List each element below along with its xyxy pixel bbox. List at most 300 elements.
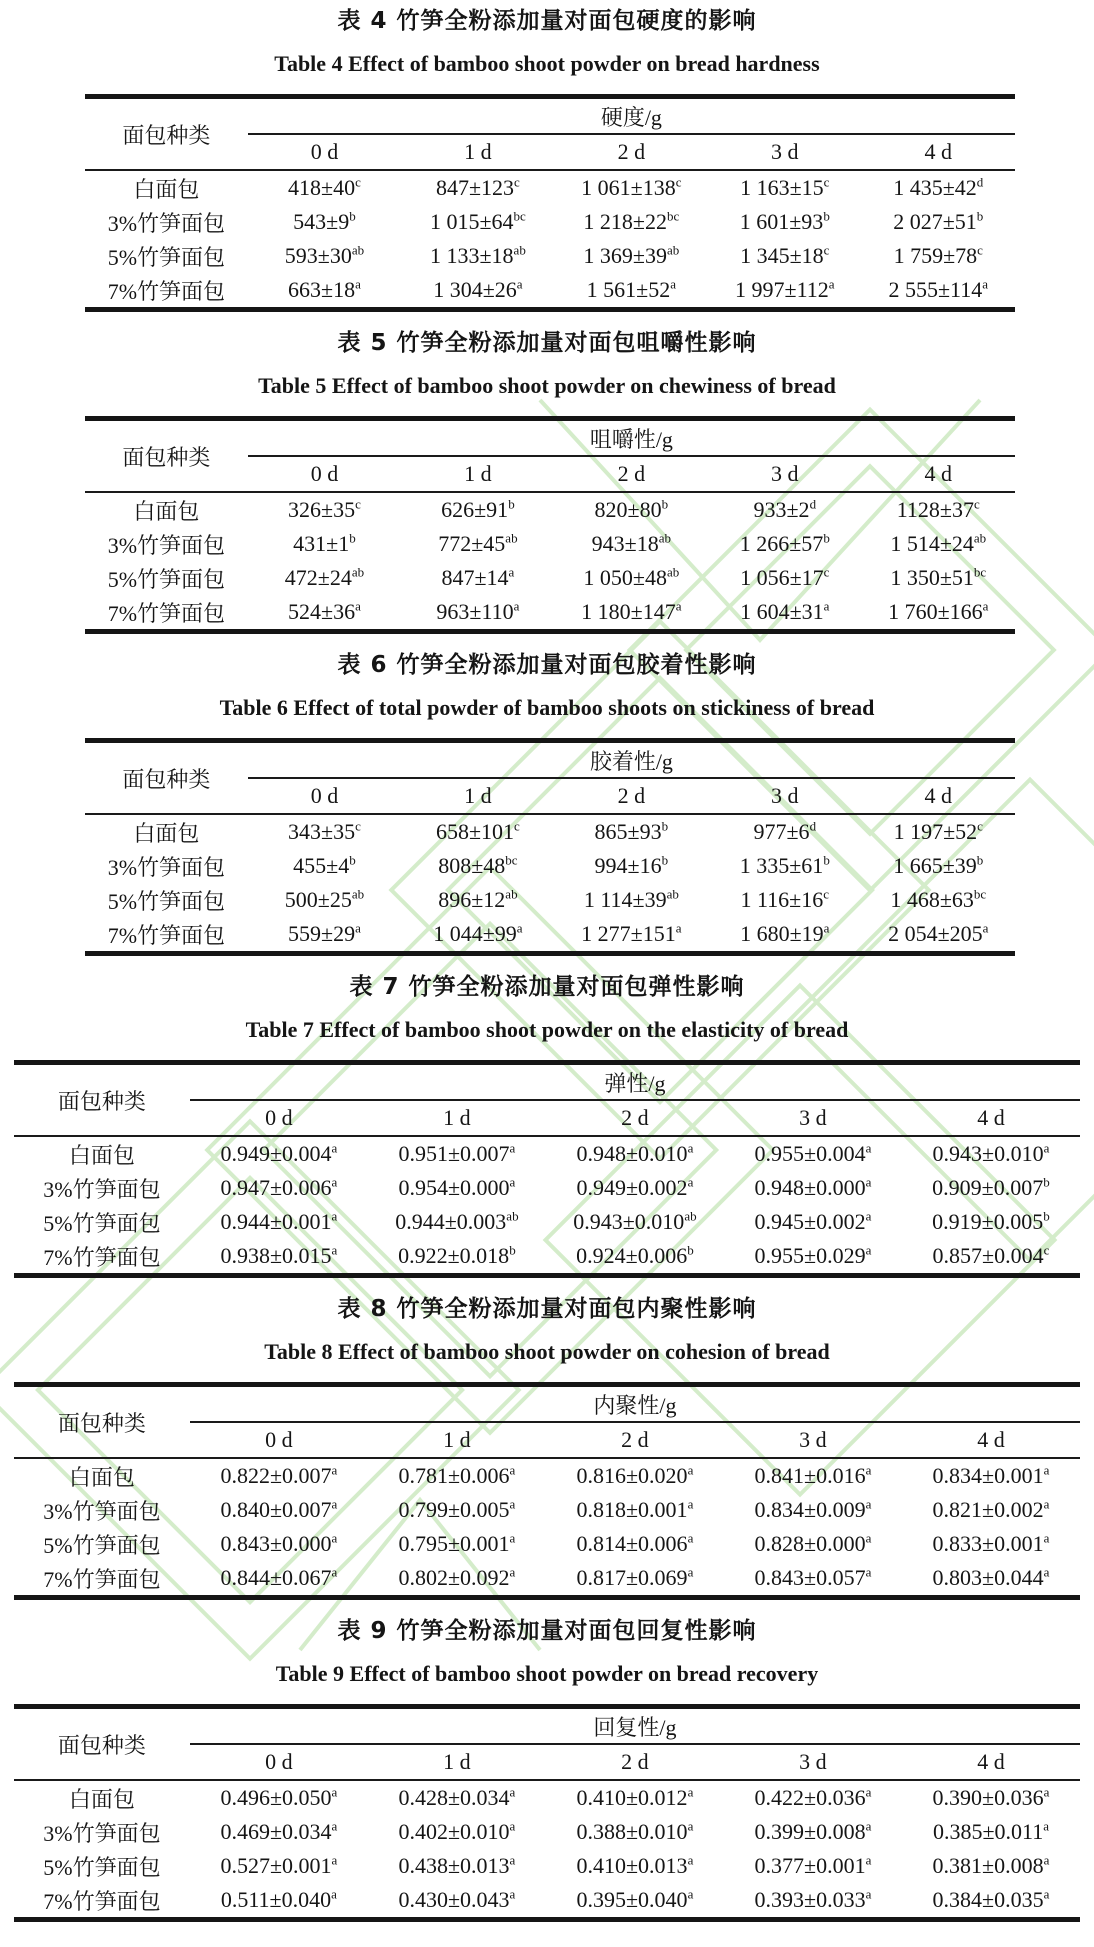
- significance-letter: a: [865, 1174, 872, 1190]
- value-cell: [546, 1493, 724, 1527]
- bread-type-header: 面包种类: [14, 1707, 190, 1781]
- value-cell: [862, 561, 1016, 595]
- significance-letter: a: [865, 1496, 872, 1512]
- significance-letter: ab: [666, 564, 680, 580]
- significance-letter: d: [809, 818, 817, 834]
- value-text: 0.511±0.040: [220, 1887, 332, 1912]
- value-cell: [546, 1527, 724, 1561]
- value-text: 0.955±0.029: [754, 1243, 866, 1268]
- table-row: [85, 883, 1015, 917]
- table-row: [85, 239, 1015, 273]
- value-text: 865±93: [594, 819, 662, 844]
- value-cell: [248, 273, 401, 310]
- table-9: [14, 1704, 1080, 1922]
- value-cell: [708, 527, 861, 561]
- significance-letter: a: [687, 1564, 694, 1580]
- measure-header: 弹性/g: [190, 1063, 1080, 1101]
- significance-letter: a: [331, 1140, 338, 1156]
- significance-letter: a: [865, 1140, 872, 1156]
- value-cell: [401, 205, 554, 239]
- significance-letter: a: [687, 1852, 694, 1868]
- value-cell: [902, 1815, 1080, 1849]
- value-cell: [862, 170, 1016, 205]
- significance-letter: a: [823, 598, 830, 614]
- value-text: 524±36: [288, 599, 356, 624]
- significance-letter: a: [687, 1784, 694, 1800]
- value-cell: [724, 1458, 902, 1493]
- significance-letter: a: [865, 1886, 872, 1902]
- value-text: 1 114±39: [583, 887, 667, 912]
- value-cell: [555, 527, 708, 561]
- significance-letter: b: [1043, 1208, 1050, 1224]
- table-row: [14, 1883, 1080, 1920]
- significance-letter: ab: [513, 242, 526, 258]
- value-text: 593±30: [284, 243, 352, 268]
- significance-letter: c: [355, 496, 361, 512]
- value-text: 0.428±0.034: [398, 1785, 510, 1810]
- significance-letter: a: [865, 1852, 872, 1868]
- value-cell: [546, 1780, 724, 1815]
- table-4: [85, 94, 1015, 312]
- value-text: 0.943±0.010: [573, 1209, 685, 1234]
- significance-letter: a: [509, 1462, 516, 1478]
- table-row: [85, 205, 1015, 239]
- significance-letter: a: [509, 1886, 516, 1902]
- value-text: 1 116±16: [740, 887, 824, 912]
- table-row: [85, 561, 1015, 595]
- value-cell: [190, 1239, 368, 1276]
- significance-letter: c: [355, 174, 361, 190]
- value-cell: [190, 1883, 368, 1920]
- header-row-measure: [85, 97, 1015, 135]
- bread-type-header: 面包种类: [85, 419, 248, 493]
- value-cell: [248, 595, 401, 632]
- table-4-title-en: Table 4 Effect of bamboo shoot powder on bread hardness: [274, 51, 820, 76]
- significance-letter: b: [823, 208, 830, 224]
- day-header: 3 d: [708, 456, 861, 492]
- value-cell: [555, 273, 708, 310]
- bread-type-label: 白面包: [68, 1142, 135, 1168]
- significance-letter: b: [661, 496, 669, 512]
- table-9-title-zh: 表 9 竹笋全粉添加量对面包回复性影响: [337, 1618, 757, 1644]
- significance-letter: c: [823, 564, 830, 580]
- table-4-title-zh: 表 4 竹笋全粉添加量对面包硬度的影响: [337, 8, 757, 34]
- value-text: 663±18: [288, 277, 356, 302]
- table-row: [14, 1239, 1080, 1276]
- day-header: 4 d: [862, 456, 1016, 492]
- bread-type-label: 5%竹笋面包: [107, 566, 226, 592]
- significance-letter: c: [823, 242, 830, 258]
- value-cell: [401, 883, 554, 917]
- table-row: [14, 1171, 1080, 1205]
- measure-header: 咀嚼性/g: [248, 419, 1015, 457]
- day-header: 4 d: [862, 778, 1016, 814]
- table-row: [14, 1136, 1080, 1171]
- table-block-6: [0, 650, 1094, 956]
- value-cell: [368, 1780, 546, 1815]
- value-text: 0.945±0.002: [754, 1209, 866, 1234]
- table-row: [85, 917, 1015, 954]
- table-7-title-zh: 表 7 竹笋全粉添加量对面包弹性影响: [349, 974, 745, 1000]
- value-cell: [724, 1561, 902, 1598]
- value-cell: [708, 170, 861, 205]
- value-cell: [724, 1205, 902, 1239]
- day-header: 4 d: [902, 1744, 1080, 1780]
- significance-letter: bc: [513, 208, 526, 224]
- value-text: 0.834±0.001: [932, 1463, 1044, 1488]
- value-cell: [248, 849, 401, 883]
- value-text: 0.944±0.001: [220, 1209, 332, 1234]
- value-text: 0.799±0.005: [398, 1497, 510, 1522]
- table-5-title-zh: 表 5 竹笋全粉添加量对面包咀嚼性影响: [337, 330, 757, 356]
- value-cell: [555, 849, 708, 883]
- value-text: 2 555±114: [888, 277, 983, 302]
- value-text: 0.843±0.057: [754, 1565, 866, 1590]
- significance-letter: a: [1043, 1496, 1050, 1512]
- value-text: 0.949±0.002: [576, 1175, 688, 1200]
- significance-letter: a: [509, 1818, 516, 1834]
- value-text: 559±29: [288, 921, 356, 946]
- significance-letter: a: [865, 1242, 872, 1258]
- value-cell: [190, 1527, 368, 1561]
- value-cell: [862, 849, 1016, 883]
- bread-type-label: 7%竹笋面包: [107, 600, 226, 626]
- significance-letter: ab: [666, 242, 680, 258]
- day-header: 1 d: [368, 1422, 546, 1458]
- significance-letter: a: [982, 598, 989, 614]
- value-text: 0.833±0.001: [932, 1531, 1044, 1556]
- significance-letter: a: [508, 564, 515, 580]
- value-cell: [368, 1205, 546, 1239]
- significance-letter: a: [331, 1818, 338, 1834]
- day-header: 0 d: [248, 778, 401, 814]
- value-text: 896±12: [438, 887, 506, 912]
- value-text: 0.802±0.092: [398, 1565, 510, 1590]
- day-header: 3 d: [724, 1744, 902, 1780]
- value-text: 1 050±48: [583, 565, 667, 590]
- significance-letter: b: [509, 1242, 516, 1258]
- significance-letter: ab: [973, 530, 987, 546]
- value-cell: [862, 239, 1016, 273]
- value-text: 0.384±0.035: [932, 1887, 1044, 1912]
- day-header: 1 d: [401, 778, 554, 814]
- value-text: 326±35: [288, 497, 356, 522]
- bread-type-label: 5%竹笋面包: [43, 1854, 161, 1880]
- value-text: 0.438±0.013: [398, 1853, 510, 1878]
- significance-letter: a: [509, 1496, 516, 1512]
- value-cell: [902, 1883, 1080, 1920]
- header-row-measure: [85, 741, 1015, 779]
- value-cell: [368, 1815, 546, 1849]
- table-7-title-en: Table 7 Effect of bamboo shoot powder on the elasticity of bread: [245, 1017, 849, 1042]
- significance-letter: d: [976, 174, 984, 190]
- value-cell: [862, 595, 1016, 632]
- value-cell: [708, 492, 861, 527]
- significance-letter: ab: [351, 886, 365, 902]
- value-cell: [368, 1561, 546, 1598]
- significance-letter: a: [331, 1174, 338, 1190]
- significance-letter: bc: [505, 852, 518, 868]
- value-text: 1 015±64: [429, 209, 514, 234]
- value-text: 1 304±26: [433, 277, 517, 302]
- significance-letter: a: [823, 920, 830, 936]
- value-cell: [555, 883, 708, 917]
- day-header: 2 d: [546, 1100, 724, 1136]
- table-block-4: [0, 6, 1094, 312]
- value-text: 1 561±52: [586, 277, 671, 302]
- value-cell: [401, 561, 554, 595]
- value-text: 455±4: [293, 853, 350, 878]
- bread-type-label: 5%竹笋面包: [107, 244, 226, 270]
- significance-letter: a: [1043, 1462, 1050, 1478]
- value-text: 0.410±0.013: [576, 1853, 688, 1878]
- significance-letter: a: [865, 1530, 872, 1546]
- significance-letter: ab: [505, 886, 518, 902]
- value-cell: [902, 1493, 1080, 1527]
- value-cell: [368, 1171, 546, 1205]
- value-text: 472±24: [284, 565, 352, 590]
- day-header: 0 d: [190, 1744, 368, 1780]
- bread-type-label: 3%竹笋面包: [107, 854, 226, 880]
- day-header: 3 d: [708, 778, 861, 814]
- significance-letter: ab: [666, 886, 679, 902]
- value-text: 1 604±31: [740, 599, 824, 624]
- value-text: 0.841±0.016: [754, 1463, 866, 1488]
- bread-type-label: 3%竹笋面包: [43, 1176, 161, 1202]
- significance-letter: ab: [684, 1208, 697, 1224]
- value-text: 0.496±0.050: [220, 1785, 332, 1810]
- value-text: 1 435±42: [893, 175, 977, 200]
- significance-letter: a: [865, 1818, 872, 1834]
- value-text: 0.390±0.036: [932, 1785, 1044, 1810]
- bread-type-label: 5%竹笋面包: [107, 888, 226, 914]
- significance-letter: c: [823, 174, 830, 190]
- day-header: 3 d: [724, 1100, 902, 1136]
- value-text: 0.381±0.008: [932, 1853, 1044, 1878]
- day-header: 4 d: [862, 134, 1016, 170]
- value-cell: [902, 1205, 1080, 1239]
- value-text: 1 335±61: [739, 853, 824, 878]
- significance-letter: a: [331, 1462, 338, 1478]
- value-text: 0.943±0.010: [932, 1141, 1044, 1166]
- bread-type-label: 白面包: [133, 820, 200, 846]
- measure-header: 硬度/g: [248, 97, 1015, 135]
- value-cell: [368, 1458, 546, 1493]
- table-6-title-en: Table 6 Effect of total powder of bamboo shoots on stickiness of bread: [219, 695, 875, 720]
- significance-letter: c: [977, 242, 983, 258]
- value-cell: [862, 205, 1016, 239]
- value-cell: [190, 1849, 368, 1883]
- significance-letter: a: [509, 1140, 516, 1156]
- value-text: 0.817±0.069: [576, 1565, 688, 1590]
- value-text: 343±35: [288, 819, 356, 844]
- value-cell: [708, 883, 861, 917]
- significance-letter: c: [973, 496, 980, 512]
- value-cell: [555, 917, 708, 954]
- value-text: 0.395±0.040: [576, 1887, 688, 1912]
- significance-letter: a: [865, 1208, 872, 1224]
- value-cell: [248, 492, 401, 527]
- measure-header: 内聚性/g: [190, 1385, 1080, 1423]
- table-row: [14, 1815, 1080, 1849]
- value-cell: [708, 595, 861, 632]
- significance-letter: a: [509, 1852, 516, 1868]
- value-cell: [902, 1136, 1080, 1171]
- significance-letter: a: [687, 1496, 694, 1512]
- value-text: 847±123: [435, 175, 515, 200]
- table-6: [85, 738, 1015, 956]
- significance-letter: c: [514, 174, 520, 190]
- bread-type-label: 白面包: [133, 498, 200, 524]
- significance-letter: a: [1043, 1530, 1050, 1546]
- table-row: [85, 492, 1015, 527]
- value-text: 808±48: [438, 853, 506, 878]
- value-text: 1 056±17: [740, 565, 824, 590]
- value-text: 0.385±0.011: [932, 1819, 1044, 1844]
- table-block-5: [0, 328, 1094, 634]
- value-text: 0.922±0.018: [398, 1243, 510, 1268]
- value-cell: [902, 1849, 1080, 1883]
- value-text: 0.944±0.003: [395, 1209, 507, 1234]
- significance-letter: a: [1043, 1852, 1050, 1868]
- value-text: 0.857±0.004: [932, 1243, 1044, 1268]
- value-cell: [190, 1171, 368, 1205]
- value-text: 0.393±0.033: [754, 1887, 866, 1912]
- significance-letter: b: [508, 496, 515, 512]
- significance-letter: b: [661, 852, 669, 868]
- bread-type-label: 7%竹笋面包: [43, 1244, 161, 1270]
- bread-type-label: 5%竹笋面包: [43, 1210, 161, 1236]
- value-cell: [401, 170, 554, 205]
- value-text: 0.947±0.006: [220, 1175, 332, 1200]
- header-row-measure: [14, 1063, 1080, 1101]
- day-header: 4 d: [902, 1422, 1080, 1458]
- value-cell: [401, 917, 554, 954]
- value-text: 1 266±57: [739, 531, 824, 556]
- table-block-7: [0, 972, 1094, 1278]
- table-block-9: [0, 1616, 1094, 1922]
- value-cell: [902, 1458, 1080, 1493]
- significance-letter: a: [355, 598, 361, 614]
- significance-letter: a: [331, 1530, 338, 1546]
- value-cell: [708, 205, 861, 239]
- significance-letter: ab: [506, 1208, 519, 1224]
- significance-letter: a: [675, 598, 682, 614]
- significance-letter: a: [687, 1140, 694, 1156]
- day-header: 2 d: [555, 134, 708, 170]
- value-text: 1 345±18: [740, 243, 824, 268]
- table-row: [85, 595, 1015, 632]
- significance-letter: a: [509, 1784, 516, 1800]
- significance-letter: bc: [666, 208, 680, 224]
- value-cell: [546, 1136, 724, 1171]
- significance-letter: a: [1043, 1886, 1050, 1902]
- value-cell: [248, 883, 401, 917]
- significance-letter: a: [1043, 1140, 1050, 1156]
- table-9-title-en: Table 9 Effect of bamboo shoot powder on bread recovery: [275, 1661, 819, 1686]
- significance-letter: a: [355, 276, 361, 292]
- value-text: 0.834±0.009: [754, 1497, 866, 1522]
- value-text: 0.843±0.000: [220, 1531, 332, 1556]
- significance-letter: a: [509, 1530, 516, 1546]
- significance-letter: b: [661, 818, 669, 834]
- bread-type-label: 7%竹笋面包: [43, 1566, 161, 1592]
- value-cell: [546, 1239, 724, 1276]
- bread-type-label: 白面包: [133, 176, 200, 202]
- value-cell: [248, 917, 401, 954]
- value-cell: [902, 1171, 1080, 1205]
- value-cell: [708, 917, 861, 954]
- value-cell: [368, 1493, 546, 1527]
- significance-letter: b: [1043, 1174, 1050, 1190]
- value-cell: [555, 814, 708, 849]
- value-cell: [190, 1493, 368, 1527]
- value-cell: [708, 849, 861, 883]
- value-text: 1 163±15: [740, 175, 824, 200]
- day-header: 1 d: [401, 456, 554, 492]
- bread-type-label: 7%竹笋面包: [107, 278, 226, 304]
- value-text: 1 369±39: [583, 243, 667, 268]
- significance-letter: a: [865, 1462, 872, 1478]
- value-cell: [248, 527, 401, 561]
- value-text: 0.955±0.004: [754, 1141, 866, 1166]
- table-row: [14, 1493, 1080, 1527]
- value-text: 0.828±0.000: [754, 1531, 866, 1556]
- value-cell: [401, 239, 554, 273]
- value-cell: [546, 1815, 724, 1849]
- value-cell: [546, 1171, 724, 1205]
- significance-letter: bc: [973, 564, 987, 580]
- table-row: [14, 1780, 1080, 1815]
- bread-type-header: 面包种类: [85, 741, 248, 815]
- value-cell: [248, 239, 401, 273]
- value-text: 0.909±0.007: [932, 1175, 1044, 1200]
- value-cell: [401, 273, 554, 310]
- bread-type-header: 面包种类: [14, 1063, 190, 1137]
- value-text: 847±14: [441, 565, 509, 590]
- day-header: 1 d: [401, 134, 554, 170]
- value-text: 0.399±0.008: [754, 1819, 866, 1844]
- table-5: [85, 416, 1015, 634]
- value-text: 943±18: [591, 531, 659, 556]
- significance-letter: a: [509, 1174, 516, 1190]
- value-cell: [546, 1561, 724, 1598]
- value-text: 0.816±0.020: [576, 1463, 688, 1488]
- value-cell: [190, 1205, 368, 1239]
- table-row: [14, 1458, 1080, 1493]
- value-text: 933±2: [753, 497, 810, 522]
- significance-letter: a: [513, 598, 520, 614]
- table-row: [85, 814, 1015, 849]
- value-text: 977±6: [753, 819, 810, 844]
- table-row: [85, 849, 1015, 883]
- significance-letter: b: [823, 852, 830, 868]
- value-text: 0.948±0.010: [576, 1141, 688, 1166]
- significance-letter: a: [1043, 1784, 1050, 1800]
- value-cell: [724, 1780, 902, 1815]
- significance-letter: ab: [351, 242, 365, 258]
- significance-letter: a: [675, 920, 682, 936]
- value-cell: [555, 561, 708, 595]
- significance-letter: c: [977, 818, 983, 834]
- bread-type-label: 3%竹笋面包: [43, 1820, 161, 1846]
- significance-letter: ab: [351, 564, 365, 580]
- value-text: 1128±37: [896, 497, 974, 522]
- value-text: 1 759±78: [893, 243, 978, 268]
- value-text: 2 027±51: [893, 209, 977, 234]
- value-cell: [401, 527, 554, 561]
- value-text: 1 760±166: [888, 599, 983, 624]
